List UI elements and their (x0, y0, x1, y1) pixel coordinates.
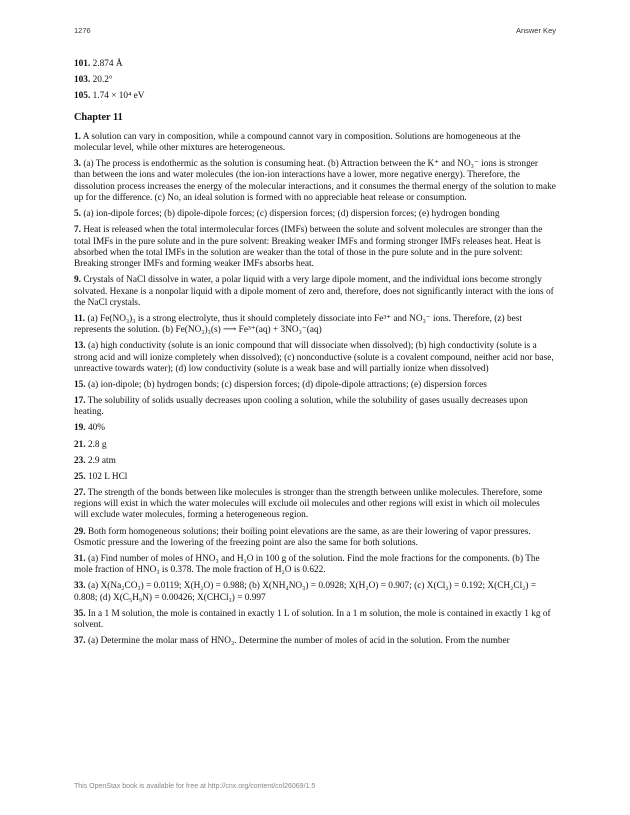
answer-17: 17. The solubility of solids usually decreases upon cooling a solution, while the solubility of gases usually decreases upon heating. (74, 396, 528, 418)
answer-27: 27. The strength of the bonds between like molecules is stronger than the strength between unlike molecules. Therefore, some regions will exist in which the water molecules will exclude oil molecules and other regions will exist in which oil molecules will exclude water molecules, forming a heterogeneous region. (74, 487, 543, 521)
answer-text: The strength of the bonds between like molecules is stronger than the strength between unlike molecules. Therefore, some regions will exist in which the water molecules will exclude oil molecules and other regions will exist in which oil molecules will exclude water molecules, forming a heterogeneous region. (74, 487, 543, 521)
answer-text: Crystals of NaCl dissolve in water, a polar liquid with a very large dipole moment, and the individual ions become strongly solvated. Hexane is a nonpolar liquid with a dipole moment of zero and, therefore, does not significantly interact with the ions of the NaCl crystals. (74, 275, 554, 308)
answer-number: 9 (74, 275, 79, 286)
answer-number: 21 (74, 439, 84, 450)
answer-key-content (74, 59, 556, 652)
footer-source-note: This OpenStax book is available for free at http://cnx.org/content/col26069/1.5 (74, 783, 316, 790)
answer-25: 25. 102 L HCl (74, 471, 128, 482)
answer-29: 29. Both form homogeneous solutions; their boiling point elevations are the same, as are their lowering of vapor pressures. Osmotic pressure and the lowering of the freezing point are also the same for both solutions. (74, 526, 531, 548)
answer-text: 20.2° (92, 75, 113, 86)
answer-number: 31 (74, 553, 84, 564)
answer-text: 102 L HCl (87, 471, 128, 482)
answer-21: 21. 2.8 g (74, 439, 107, 450)
answer-number: 29 (74, 526, 84, 537)
answer-number: 23 (74, 455, 84, 466)
answer-37: 37. (a) Determine the molar mass of HNO₃. Determine the number of moles of acid in the solution. From the number (74, 636, 510, 647)
answer-number: 103 (74, 75, 88, 86)
answer-33: 33. (a) X(Na₂CO₃) = 0.0119; X(H₂O) = 0.988; (b) X(NH₄NO₃) = 0.0928; X(H₂O) = 0.907; (c) X(Cl₂) = 0.192; X(CH₂Cl₂) = 0.808; (d) X(C₅H₉N) = 0.00426; X(CHCl₃) = 0.997 (74, 581, 537, 603)
answer-text: (a) X(Na₂CO₃) = 0.0119; X(H₂O) = 0.988; (b) X(NH₄NO₃) = 0.0928; X(H₂O) = 0.907; (c) X(Cl₂) = 0.192; X(CH₂Cl₂) = 0.808; (d) X(C₅H₉N) = 0.00426; X(CHCl₃) = 0.997 (74, 581, 537, 603)
answer-number: 33 (74, 581, 84, 592)
answer-13: 13. (a) high conductivity (solute is an ionic compound that will dissociate when dissolved); (b) high conductivity (solute is a strong acid and will ionize completely when dissolved); (c) nonconductive (solute is a covalent compound, neither acid nor base, unreactive towards water); (d) low conductivity (solute is a weak base and will partially ionize when dissolved) (74, 341, 554, 374)
answer-number: 17 (74, 396, 84, 407)
answer-101: 101. 2.874 Å (74, 59, 123, 69)
answer-9: 9. Crystals of NaCl dissolve in water, a polar liquid with a very large dipole moment, and the individual ions become strongly solvated. Hexane is a nonpolar liquid with a dipole moment of zero and, therefore, does not significantly interact with the ions of the NaCl crystals. (74, 275, 554, 308)
answer-number: 7 (74, 225, 79, 236)
answer-35: 35. In a 1 M solution, the mole is contained in exactly 1 L of solution. In a 1 m solution, the mole is contained in exactly 1 kg of solvent. (74, 608, 551, 631)
answer-5: 5. (a) ion-dipole forces; (b) dipole-dipole forces; (c) dispersion forces; (d) dispersion forces; (e) hydrogen bonding (74, 209, 500, 220)
answer-103: 103. 20.2° (74, 75, 113, 86)
answer-number: 11 (74, 313, 83, 324)
answer-23: 23. 2.9 atm (74, 455, 116, 466)
answer-105: 105. 1.74 × 10⁴ eV (74, 91, 145, 102)
answer-text: (a) high conductivity (solute is an ionic compound that will dissociate when dissolved); (b) high conductivity (solute is a strong acid and will ionize completely when dissolved); (c) nonconductive (solute is a covalent compound, neither acid nor base, unreactive towards water); (d) low conductivity (solute is a weak base and will partially ionize when dissolved) (74, 341, 554, 374)
answer-number: 19 (74, 423, 84, 434)
answer-31: 31. (a) Find number of moles of HNO₃ and H₂O in 100 g of the solution. Find the mole fractions for the components. (b) The mole fraction of HNO₃ is 0.378. The mole fraction of H₂O is 0.622. (74, 553, 540, 576)
answer-number: 105 (74, 91, 88, 102)
answer-text: (a) Fe(NO₃)₃ is a strong electrolyte, thus it should completely dissociate into Fe³⁺ and NO₃⁻ ions. Therefore, (z) best represents the solution. (b) Fe(NO₃)₃(s) ⟶ Fe³⁺(aq) + 3NO₃⁻(aq) (74, 313, 522, 336)
answer-text: Both form homogeneous solutions; their boiling point elevations are the same, as are their lowering of vapor pressures. Osmotic pressure and the lowering of the freezing point are also the same for both solutions. (74, 526, 531, 548)
answer-number: 25 (74, 471, 84, 482)
answer-3: 3. (a) The process is endothermic as the solution is consuming heat. (b) Attraction between the K⁺ and NO₃⁻ ions is stronger than between the ions and water molecules (the ion-ion interactions have a lower, more negative energy). Therefore, the dissolution process increases the energy of the molecular interactions, and it consumes the thermal energy of the solution to make up for the difference. (c) No, an ideal solution is formed with no appreciable heat release or consumption. (74, 159, 556, 204)
answer-text: In a 1 M solution, the mole is contained in exactly 1 L of solution. In a 1 m solution, the mole is contained in exactly 1 kg of solvent. (74, 608, 551, 631)
answer-7: 7. Heat is released when the total intermolecular forces (IMFs) between the solute and solvent molecules are stronger than the total IMFs in the pure solute and in the pure solvent: Breaking weaker IMFs and forming stronger IMFs releases heat. Heat is absorbed when the total IMFs in the solution are weaker than the total of those in the pure solute and in the pure solvent: Breaking stronger IMFs and forming weaker IMFs absorbs heat. (74, 225, 543, 270)
running-header: Answer Key (515, 26, 556, 35)
answer-text: (a) The process is endothermic as the solution is consuming heat. (b) Attraction between the K⁺ and NO₃⁻ ions is stronger than between the ions and water molecules (the ion-ion interactions have a lower, more negative energy). Therefore, the dissolution process increases the energy of the molecular interactions, and it consumes the thermal energy of the solution to make up for the difference. (c) No, an ideal solution is formed with no appreciable heat release or consumption. (74, 159, 556, 204)
answer-number: 101 (74, 59, 88, 69)
answer-number: 15 (74, 380, 84, 390)
answer-1: 1. A solution can vary in composition, while a compound cannot vary in composition. Solutions are homogeneous at the molecular level, while other mixtures are heterogeneous. (74, 131, 521, 154)
answer-text: A solution can vary in composition, while a compound cannot vary in composition. Solutions are homogeneous at the molecular level, while other mixtures are heterogeneous. (74, 131, 521, 154)
answer-number: 27 (74, 487, 84, 498)
answer-text: 1.74 × 10⁴ eV (92, 91, 145, 102)
answer-text: 40% (87, 423, 105, 434)
answer-text: (a) Determine the molar mass of HNO₃. Determine the number of moles of acid in the solution. From the number (87, 636, 510, 647)
answer-text: Heat is released when the total intermolecular forces (IMFs) between the solute and solvent molecules are stronger than the total IMFs in the pure solute and in the pure solvent: Breaking weaker IMFs and forming stronger IMFs releases heat. Heat is absorbed when the total IMFs in the solution are weaker than the total of those in the pure solute and in the pure solvent: Breaking stronger IMFs and forming weaker IMFs absorbs heat. (74, 225, 543, 270)
answer-text: 2.8 g (87, 439, 107, 450)
answer-number: 37 (74, 636, 84, 647)
answer-text: (a) ion-dipole forces; (b) dipole-dipole forces; (c) dispersion forces; (d) dispersion forces; (e) hydrogen bonding (83, 209, 500, 220)
answer-19: 19. 40% (74, 423, 105, 434)
answer-15: 15. (a) ion-dipole; (b) hydrogen bonds; (c) dispersion forces; (d) dipole-dipole attractions; (e) dispersion forces (74, 380, 487, 390)
answer-number: 3 (74, 159, 79, 170)
answer-number: 35 (74, 608, 84, 619)
chapter-heading: Chapter 11 (74, 112, 123, 124)
answer-number: 5 (74, 209, 79, 220)
answer-text: (a) Find number of moles of HNO₃ and H₂O in 100 g of the solution. Find the mole fractions for the components. (b) The mole fraction of HNO₃ is 0.378. The mole fraction of H₂O is 0.622. (74, 553, 540, 576)
answer-text: 2.874 Å (92, 59, 123, 69)
answer-number: 1 (74, 131, 79, 142)
answer-number: 13 (74, 341, 84, 352)
answer-text: 2.9 atm (87, 455, 116, 466)
answer-text: (a) ion-dipole; (b) hydrogen bonds; (c) dispersion forces; (d) dipole-dipole attractions; (e) dispersion forces (87, 380, 487, 390)
page-number: 1276 (74, 26, 91, 35)
answer-text: The solubility of solids usually decreases upon cooling a solution, while the solubility of gases usually decreases upon heating. (74, 396, 528, 418)
answer-11: 11. (a) Fe(NO₃)₃ is a strong electrolyte, thus it should completely dissociate into Fe³⁺ and NO₃⁻ ions. Therefore, (z) best represents the solution. (b) Fe(NO₃)₃(s) ⟶ Fe³⁺(aq) + 3NO₃⁻(aq) (74, 313, 522, 336)
